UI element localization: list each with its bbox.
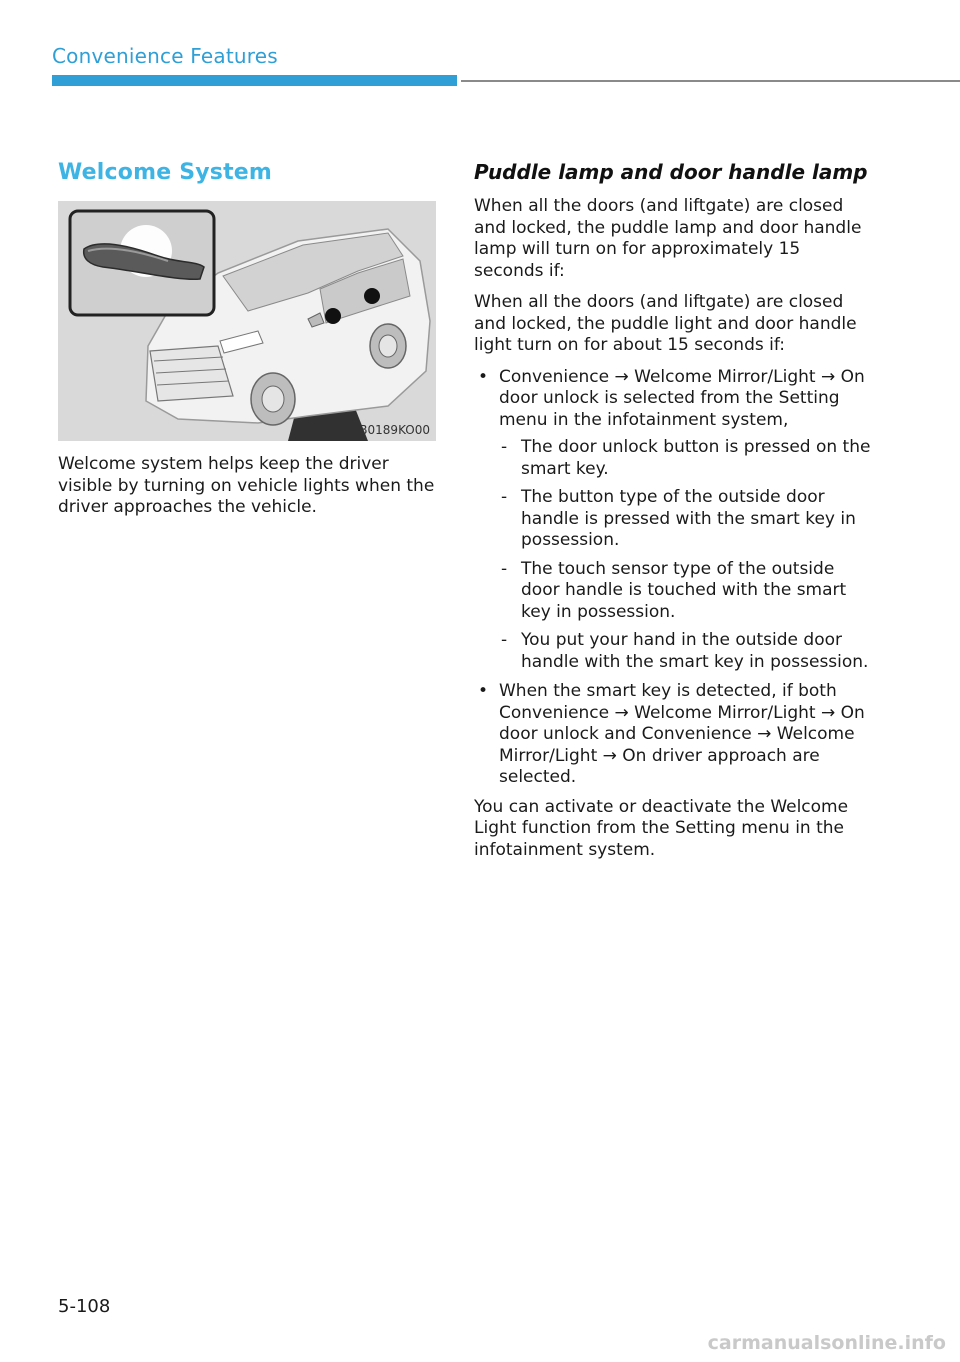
- sub-list-item: - The door unlock button is pressed on the smart key.: [499, 437, 874, 480]
- right-column: [474, 160, 874, 871]
- bullet-2-text: When the smart key is detected, if both Convenience → Welcome Mirror/Light → On door unlock and Convenience → Welcome Mirror/Light → On driver approach are selected.: [499, 681, 865, 787]
- header-divider: [461, 80, 960, 82]
- list-item: [474, 681, 874, 789]
- sub-list-item: - The button type of the outside door handle is pressed with the smart key in possession.: [499, 487, 874, 552]
- sub-list-item: - You put your hand in the outside door handle with the smart key in possession.: [499, 630, 874, 673]
- bullet-1-text: Convenience → Welcome Mirror/Light → On door unlock is selected from the Setting menu in the infotainment system,: [499, 366, 865, 430]
- vehicle-illustration: [58, 201, 436, 441]
- sub-list-item: - The touch sensor type of the outside door handle is touched with the smart key in possession.: [499, 559, 874, 624]
- list-item: [474, 367, 874, 674]
- welcome-system-description: Welcome system helps keep the driver visible by turning on vehicle lights when the driver approaches the vehicle.: [58, 454, 435, 517]
- page-number: 5-108: [58, 1296, 111, 1317]
- left-column: [58, 160, 436, 529]
- paragraph-2: When all the doors (and liftgate) are closed and locked, the puddle light and door handle light turn on for about 15 seconds if:: [474, 292, 857, 355]
- suv-illustration: [58, 201, 436, 441]
- sub-condition-list: [499, 437, 874, 673]
- paragraph-3: You can activate or deactivate the Welcome Light function from the Setting menu in the infotainment system.: [474, 796, 849, 860]
- condition-list: [474, 367, 874, 789]
- watermark: carmanualsonline.info: [707, 1332, 946, 1354]
- section-title: Convenience Features: [52, 44, 278, 68]
- header-accent-bar: [52, 75, 457, 86]
- welcome-system-heading: Welcome System: [58, 160, 273, 185]
- paragraph-1: When all the doors (and liftgate) are closed and locked, the puddle lamp and door handle lamp will turn on for approximately 15 seconds if:: [474, 196, 862, 281]
- figure-code: B0189KO00: [359, 423, 430, 437]
- puddle-lamp-heading: Puddle lamp and door handle lamp: [474, 160, 868, 184]
